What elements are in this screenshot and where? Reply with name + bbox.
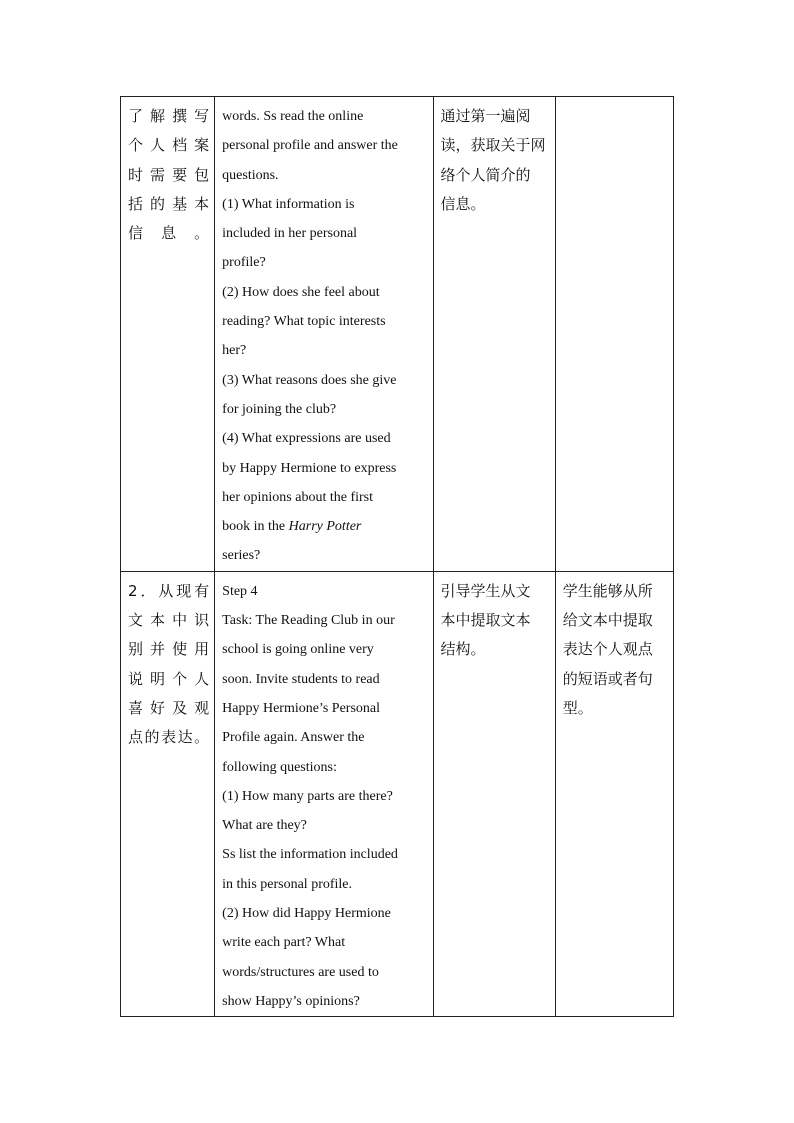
text-line: Profile again. Answer the — [222, 730, 365, 746]
text-line: 通过第一遍阅 — [440, 107, 531, 125]
objective-text — [121, 97, 214, 248]
text-line: 表达个人观点 — [562, 640, 653, 659]
text-line: following questions: — [222, 759, 337, 775]
text-line: (1) What information is — [222, 196, 355, 212]
text-line: (2) How did Happy Hermione — [222, 906, 391, 922]
purpose-text — [434, 97, 555, 219]
text-line: Step 4 — [222, 583, 258, 599]
text-line: questions. — [222, 167, 279, 183]
text-line: 给文本中提取 — [562, 611, 653, 630]
activity-cell — [215, 97, 433, 572]
activity-cell — [215, 571, 433, 1016]
assessment-text — [556, 572, 673, 723]
text-line: included in her personal — [222, 226, 358, 242]
purpose-text — [434, 572, 555, 665]
text-line: reading? What topic interests — [222, 314, 386, 330]
text-line: words/structures are used to — [222, 964, 379, 980]
objective-cell — [121, 97, 215, 572]
text-line: words. Ss read the online — [222, 109, 364, 124]
text-fragment: book in the — [222, 519, 289, 535]
text-line: 结构。 — [440, 640, 486, 659]
purpose-cell — [433, 97, 555, 572]
text-line: Ss list the information included — [222, 847, 398, 863]
text-line: in this personal profile. — [222, 876, 353, 892]
book-title: Harry Potter — [288, 519, 362, 535]
text-line: 的短语或者句 — [562, 669, 653, 688]
text-line: 文 本 中 识 — [128, 611, 210, 630]
text-line: her opinions about the first — [222, 489, 374, 505]
assessment-cell — [555, 571, 673, 1016]
text-line: 时 需 要 包 — [128, 165, 210, 184]
objective-cell — [121, 571, 215, 1016]
text-line: 本中提取文本 — [440, 611, 531, 630]
text-line: 络个人简介的 — [440, 165, 531, 184]
activity-text — [215, 572, 432, 1016]
text-line: soon. Invite students to read — [222, 671, 380, 687]
lesson-plan-table — [120, 96, 674, 1017]
text-line: 喜 好 及 观 — [128, 698, 210, 717]
text-line: 点的表达。 — [128, 728, 210, 747]
text-line: (4) What expressions are used — [222, 431, 391, 447]
text-line: (3) What reasons does she give — [222, 372, 397, 388]
text-line: 读，获取关于网 — [440, 136, 546, 155]
assessment-cell — [555, 97, 673, 572]
text-line: for joining the club? — [222, 401, 337, 417]
text-line: 2．从现有 — [128, 581, 210, 600]
text-line — [222, 512, 426, 541]
objective-text — [121, 572, 214, 753]
text-line: series? — [222, 548, 261, 564]
text-line: 信息。 — [440, 194, 486, 213]
text-line: Happy Hermione’s Personal — [222, 700, 381, 716]
text-line: profile? — [222, 255, 266, 271]
text-line: 别 并 使 用 — [128, 640, 210, 659]
text-line: 了 解 撰 写 — [128, 107, 210, 125]
text-line: 说 明 个 人 — [128, 669, 210, 688]
table-row — [121, 571, 674, 1016]
text-line: show Happy’s opinions? — [222, 993, 360, 1009]
activity-text — [215, 97, 432, 571]
table-row — [121, 97, 674, 572]
text-line: (2) How does she feel about — [222, 284, 380, 300]
text-line: 引导学生从文 — [440, 581, 531, 600]
text-line: Task: The Reading Club in our — [222, 613, 395, 629]
text-line: personal profile and answer the — [222, 138, 398, 154]
text-line: 型。 — [562, 698, 593, 717]
text-line: 个 人 档 案 — [128, 136, 210, 155]
text-line: write each part? What — [222, 935, 346, 951]
text-line: her? — [222, 343, 247, 359]
text-line: 括 的 基 本 — [128, 194, 210, 213]
text-line: (1) How many parts are there? — [222, 788, 393, 804]
assessment-text — [556, 97, 673, 102]
text-line: by Happy Hermione to express — [222, 460, 397, 476]
text-line: school is going online very — [222, 642, 374, 658]
purpose-cell — [433, 571, 555, 1016]
text-line: 信息。 — [128, 224, 210, 243]
text-line: 学生能够从所 — [562, 581, 653, 600]
text-line: What are they? — [222, 818, 307, 834]
